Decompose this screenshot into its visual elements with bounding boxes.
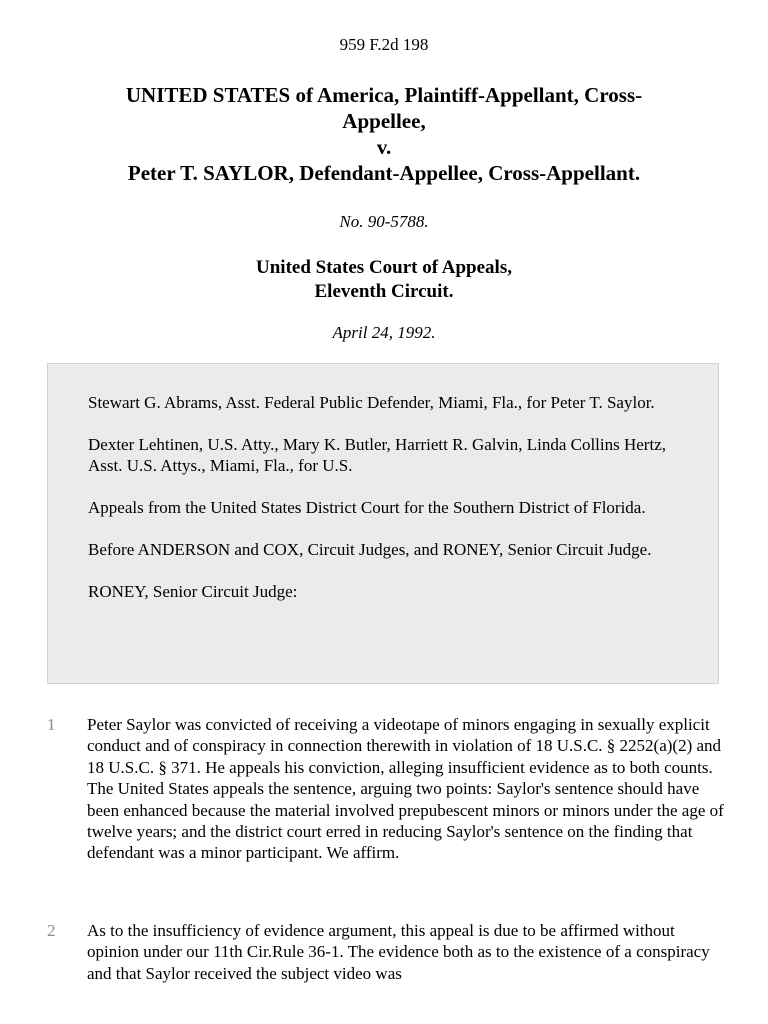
- caption-line-versus: v.: [376, 135, 392, 159]
- case-citation: 959 F.2d 198: [339, 35, 429, 54]
- panel-judges: Before ANDERSON and COX, Circuit Judges, and RONEY, Senior Circuit Judge.: [88, 540, 652, 559]
- counsel-government: Dexter Lehtinen, U.S. Atty., Mary K. Butler, Harriett R. Galvin, Linda Collins Hertz, Asst. U.S. Attys., Miami, Fla., for U.S.: [88, 435, 666, 475]
- caption-line-defendant: Peter T. SAYLOR, Defendant-Appellee, Cross-Appellant.: [127, 161, 641, 185]
- prelims-box: [47, 363, 719, 684]
- court-name-line-1: United States Court of Appeals,: [256, 257, 512, 278]
- docket-number: No. 90-5788.: [339, 212, 429, 231]
- paragraph-number: 2: [47, 921, 56, 940]
- paragraph-text: As to the insufficiency of evidence argument, this appeal is due to be affirmed without opinion under our 11th Cir.Rule 36-1. The evidence both as to the existence of a conspiracy and that Saylor received the subject video was: [87, 921, 710, 983]
- court-name: [0, 256, 768, 304]
- appeal-origin: Appeals from the United States District Court for the Southern District of Florida.: [88, 498, 646, 517]
- court-name-line-2: Eleventh Circuit.: [314, 281, 454, 302]
- paragraph-number: 1: [47, 715, 56, 734]
- decision-date: April 24, 1992.: [332, 323, 436, 342]
- opinion-author: RONEY, Senior Circuit Judge:: [88, 582, 298, 601]
- caption-line-plaintiff: UNITED STATES of America, Plaintiff-Appellant, Cross-: [125, 83, 643, 107]
- counsel-defendant: Stewart G. Abrams, Asst. Federal Public Defender, Miami, Fla., for Peter T. Saylor.: [88, 393, 655, 412]
- paragraph-text: Peter Saylor was convicted of receiving a videotape of minors engaging in sexually explicit conduct and of conspiracy in connection therewith in violation of 18 U.S.C. § 2252(a)(2) and 18 U.S.C. § 371. He appeals his conviction, alleging insufficient evidence as to both counts. The United States appeals the sentence, arguing two points: Saylor's sentence should have been enhanced because the material involved prepubescent minors or minors under the age of twelve years; and the district court erred in reducing Saylor's sentence on the finding that defendant was a minor participant. We affirm.: [87, 715, 724, 863]
- case-caption: [40, 82, 728, 186]
- caption-line-appellee: Appellee,: [342, 109, 426, 133]
